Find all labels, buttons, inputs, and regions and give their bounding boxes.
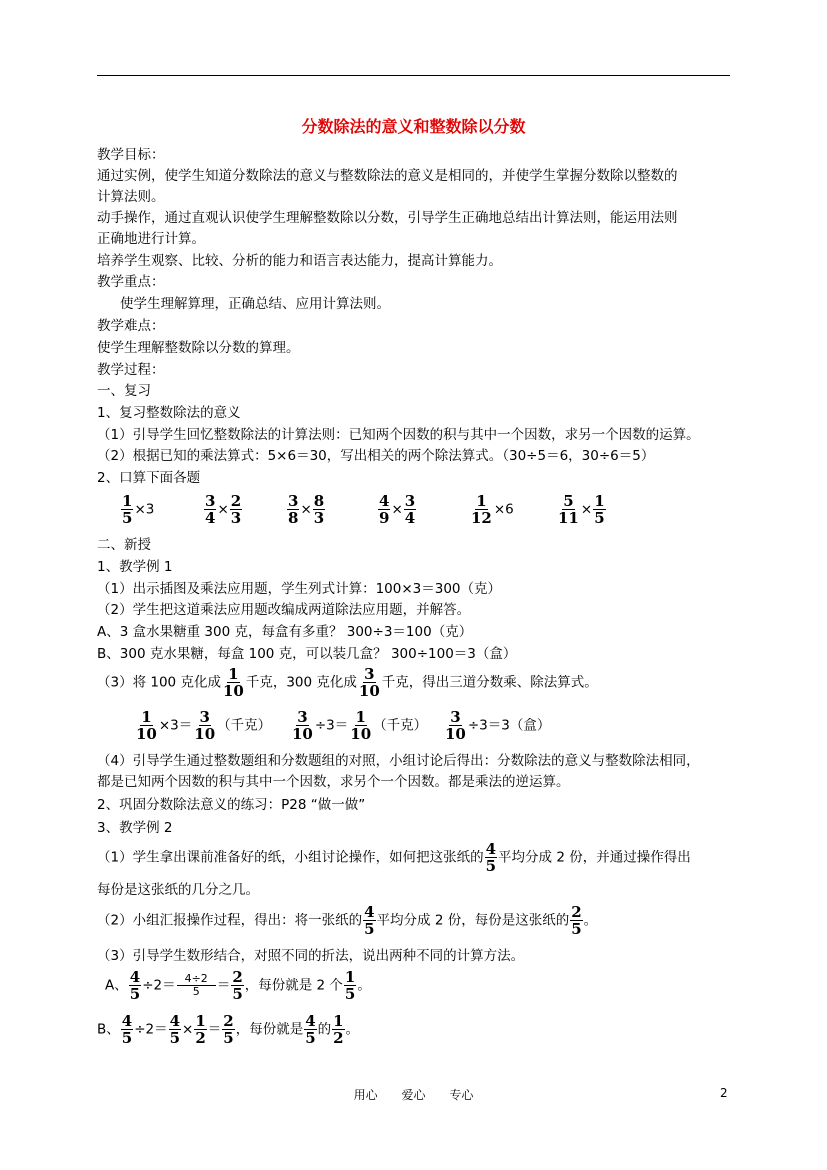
text-line: 培养学生观察、比较、分析的能力和语言表达能力，提高计算能力。: [97, 253, 502, 269]
method-b: B、 $\frac{4}{5}$ ÷2＝ $\frac{4}{5}$ × $\frac{1}{2}$ ＝ $\frac{2}{5}$ ，每份就是 $\frac{4}{5}$ 的 $\frac{1}{2}$ 。: [97, 1012, 360, 1047]
text-line: 动手操作，通过直观认识使学生理解整数除以分数，引导学生正确地总结出计算法则，能运用法则: [97, 210, 678, 226]
oral-item-5: $\frac{1}{12}$ ×6: [471, 492, 514, 527]
oral-item-2: $\frac{3}{4}$ × $\frac{2}{3}$: [205, 492, 242, 527]
page-footer: [0, 1086, 827, 1103]
text-line: 一、复习: [97, 383, 151, 399]
top-rule: [97, 75, 730, 76]
text-line: 2、口算下面各题: [97, 470, 201, 486]
section-heading: 教学难点：: [97, 318, 165, 334]
text-line: （2）根据已知的乘法算式：5×6＝30，写出相关的两个除法算式。（30÷5＝6，30÷6＝5）: [97, 448, 655, 464]
footer-text: 爱心: [401, 1088, 426, 1102]
section-heading: 教学目标：: [97, 147, 165, 163]
oral-item-6: $\frac{5}{11}$ × $\frac{1}{5}$: [558, 492, 605, 527]
text-line: B、300 克水果糖，每盒 100 克，可以装几盒？ 300÷100＝3（盒）: [97, 646, 517, 662]
text-line: 使学生理解算理，正确总结、应用计算法则。: [120, 296, 390, 312]
text-line: 都是已知两个因数的积与其中一个因数，求另个一个因数。都是乘法的逆运算。: [97, 774, 570, 790]
equation-2: $\frac{3}{10}$ ÷3＝ $\frac{1}{10}$ （千克）: [292, 708, 428, 743]
equation-3: $\frac{3}{10}$ ÷3＝3（盒）: [445, 708, 551, 743]
text-line-with-fractions: （3）将 100 克化成 $\frac{1}{10}$ 千克，300 克化成 $\frac{3}{10}$ 千克，得出三道分数乘、除法算式。: [97, 665, 598, 700]
method-a: A、 $\frac{4}{5}$ ÷2＝ $\frac{4\div 2}{5}$ ＝ $\frac{2}{5}$ ，每份就是 2 个 $\frac{1}{5}$ 。: [105, 968, 371, 1003]
text-line-with-fractions: （1）学生拿出课前准备好的纸，小组讨论操作，如何把这张纸的 $\frac{4}{5}$ 平均分成 2 份，并通过操作得出: [97, 840, 691, 875]
equation-1: $\frac{1}{10}$ ×3＝ $\frac{3}{10}$ （千克）: [136, 708, 272, 743]
text-line: 使学生理解整数除以分数的算理。: [97, 340, 300, 356]
text-line: 1、复习整数除法的意义: [97, 405, 241, 421]
text-line: 计算法则。: [97, 189, 165, 205]
section-heading: 二、新授: [97, 537, 151, 553]
text-line: （1）出示插图及乘法应用题，学生列式计算：100×3＝300（克）: [97, 581, 502, 597]
text-line: 每份是这张纸的几分之几。: [97, 882, 259, 898]
text-line: 2、巩固分数除法意义的练习：P28 “做一做”: [97, 797, 366, 813]
text-line: （4）引导学生通过整数题组和分数题组的对照，小组讨论后得出：分数除法的意义与整数除法相同，: [97, 753, 700, 769]
text-line: 1、教学例 1: [97, 559, 173, 575]
oral-item-4: $\frac{4}{9}$ × $\frac{3}{4}$: [379, 492, 416, 527]
oral-item-1: $\frac{1}{5}$ ×3: [122, 492, 155, 527]
section-heading: 教学过程：: [97, 362, 165, 378]
section-heading: 教学重点：: [97, 274, 165, 290]
footer-text: 专心: [449, 1088, 474, 1102]
text-line: A、3 盒水果糖重 300 克，每盒有多重？ 300÷3＝100（克）: [97, 624, 473, 640]
page-title: 分数除法的意义和整数除以分数: [301, 117, 526, 136]
text-line: （1）引导学生回忆整数除法的计算法则：已知两个因数的积与其中一个因数，求另一个因数的运算。: [97, 427, 700, 443]
text-line: （2）学生把这道乘法应用题改编成两道除法应用题，并解答。: [97, 602, 471, 618]
footer-text: 用心: [353, 1088, 378, 1102]
text-line: 正确地进行计算。: [97, 231, 205, 247]
text-line: 3、教学例 2: [97, 820, 173, 836]
text-line-with-fractions: （2）小组汇报操作过程，得出：将一张纸的 $\frac{4}{5}$ 平均分成 2 份，每份是这张纸的 $\frac{2}{5}$ 。: [97, 903, 598, 938]
text-line: 通过实例，使学生知道分数除法的意义与整数除法的意义是相同的，并使学生掌握分数除以整数的: [97, 168, 678, 184]
text-line: （3）引导学生数形结合，对照不同的折法，说出两种不同的计算方法。: [97, 948, 525, 964]
page-number: 2: [720, 1086, 728, 1100]
oral-item-3: $\frac{3}{8}$ × $\frac{8}{3}$: [288, 492, 325, 527]
